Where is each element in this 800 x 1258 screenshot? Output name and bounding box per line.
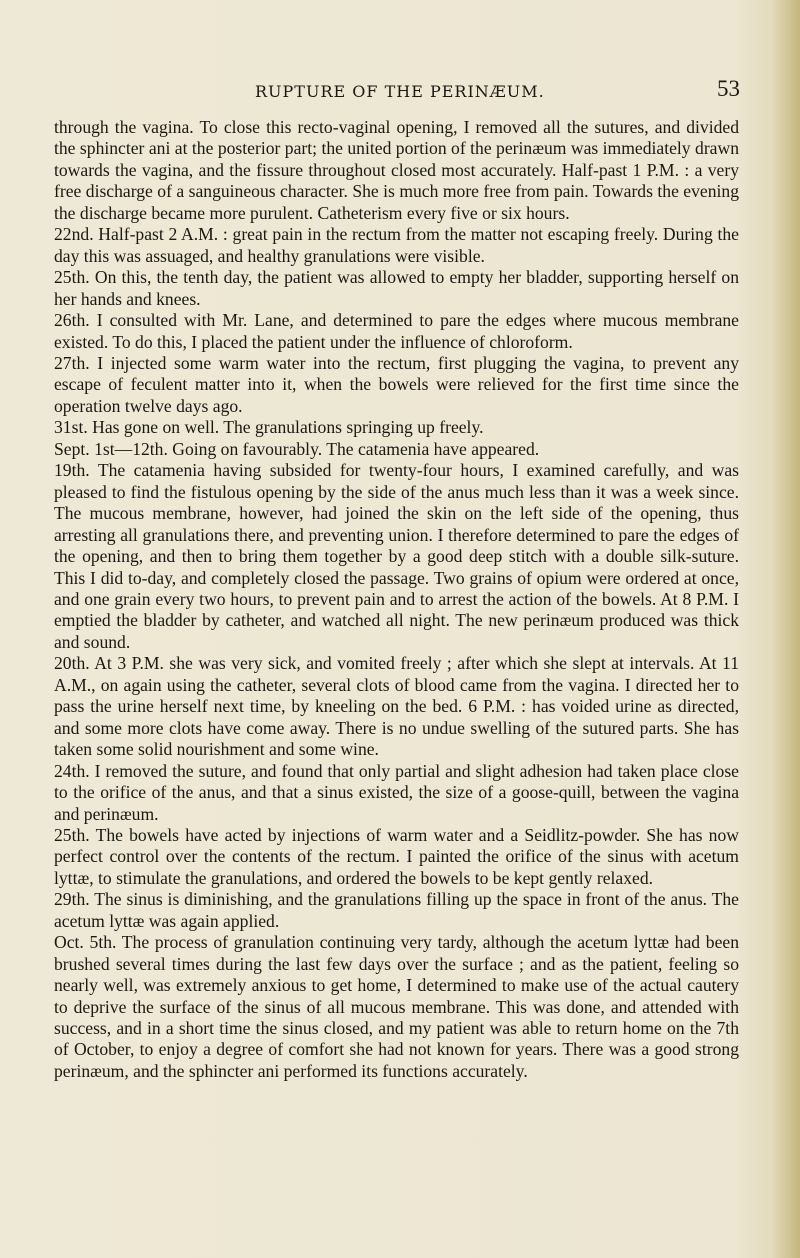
paragraph-25th-bowels: 25th. The bowels have acted by injections of warm water and a Seidlitz-powder. She has now perfect control over the contents of the rectum. I painted the orifice of the sinus with acetum lyttæ, to stimulate the granulations, and ordered the bowels to be kept gently relaxed.: [54, 824, 739, 888]
paragraph-22nd: 22nd. Half-past 2 A.M. : great pain in the rectum from the matter not escaping freely. During the day this was assuaged, and healthy granulations were visible.: [54, 224, 739, 266]
page-edge-shading: [772, 0, 800, 1258]
running-head: RUPTURE OF THE PERINÆUM.: [255, 82, 545, 101]
paragraph-19th: 19th. The catamenia having subsided for twenty-four hours, I examined carefully, and was pleased to find the fistulous opening by the side of the anus much less than it was a week since. The mucous membrane, however, had joined the skin on the left side of the opening, thus arresting all granulations there, and preventing union. I therefore determined to pare the edges of the opening, and then to bring them together by a good deep stitch with a double silk-suture. This I did to-day, and completely closed the passage. Two grains of opium were ordered at once, and one grain every two hours, to prevent pain and to arrest the action of the bowels. At 8 P.M. I emptied the bladder by catheter, and watched all night. The new perinæum produced was thick and sound.: [54, 460, 739, 652]
paragraph-20th: 20th. At 3 P.M. she was very sick, and vomited freely ; after which she slept at intervals. At 11 A.M., on again using the catheter, several clots of blood came from the vagina. I directed her to pass the urine herself next time, by kneeling on the bed. 6 P.M. : has voided urine as directed, and some more clots have come away. There is no undue swelling of the sutured parts. She has taken some solid nourishment and some wine.: [54, 653, 739, 760]
paragraph-continuation: through the vagina. To close this recto-vaginal opening, I removed all the sutures, and divided the sphincter ani at the posterior part; the united portion of the perinæum was immediately drawn towards the vagina, and the fissure throughout closed most accurately. Half-past 1 P.M. : a very free discharge of a sanguineous character. She is much more free from pain. Towards the evening the discharge became more purulent. Catheterism every five or six hours.: [54, 117, 739, 223]
paragraph-sept-1st-12th: Sept. 1st—12th. Going on favourably. The catamenia have appeared.: [54, 438, 540, 459]
body-text: [54, 117, 739, 1082]
paragraph-31st: 31st. Has gone on well. The granulations springing up freely.: [54, 417, 484, 438]
paragraph-oct-5th: Oct. 5th. The process of granulation continuing very tardy, although the acetum lyttæ had been brushed several times during the last few days over the surface ; and as the patient, feeling so nearly well, was extremely anxious to get home, I determined to make use of the actual cautery to deprive the surface of the sinus of all mucous membrane. This was done, and attended with success, and in a short time the sinus closed, and my patient was able to return home on the 7th of October, to enjoy a degree of comfort she had not known for years. There was a good strong perinæum, and the sphincter ani performed its functions accurately.: [54, 932, 739, 1081]
paragraph-26th: 26th. I consulted with Mr. Lane, and determined to pare the edges where mucous membrane existed. To do this, I placed the patient under the influence of chloroform.: [54, 310, 739, 352]
paragraph-24th: 24th. I removed the suture, and found that only partial and slight adhesion had taken place close to the orifice of the anus, and that a sinus existed, the size of a goose-quill, between the vagina and perinæum.: [54, 760, 739, 824]
page-header: [60, 72, 740, 102]
page-number: 53: [717, 76, 740, 101]
paragraph-25th: 25th. On this, the tenth day, the patient was allowed to empty her bladder, supporting herself on her hands and knees.: [54, 267, 739, 309]
paragraph-27th: 27th. I injected some warm water into the rectum, first plugging the vagina, to prevent any escape of feculent matter into it, when the bowels were relieved for the first time since the operation twelve days ago.: [54, 352, 739, 416]
paragraph-29th: 29th. The sinus is diminishing, and the granulations filling up the space in front of the anus. The acetum lyttæ was again applied.: [54, 889, 739, 931]
